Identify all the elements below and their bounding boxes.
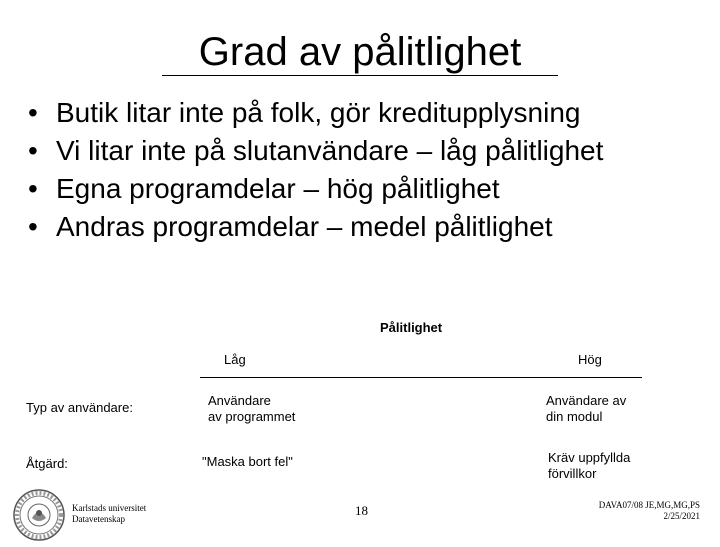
user-type-low-line2: av programmet [208, 409, 296, 424]
course-line2: 2/25/2021 [663, 511, 700, 521]
title-underline [162, 75, 558, 76]
page-number: 18 [355, 503, 368, 518]
scale-high-label: Hög [578, 352, 602, 367]
user-type-high-line1: Användare av [546, 393, 627, 408]
course-info [560, 500, 700, 522]
university-line1: Karlstads universitet [72, 503, 147, 513]
reliability-header: Pålitlighet [380, 320, 443, 335]
bullet-icon: • [28, 97, 38, 128]
user-type-label: Typ av användare: [26, 400, 133, 415]
action-high-line2: förvillkor [548, 466, 597, 481]
bullet-text: Andras programdelar – medel pålitlighet [56, 211, 553, 242]
action-high-line1: Kräv uppfyllda [548, 450, 631, 465]
university-seal-icon [12, 488, 66, 542]
bullet-text: Vi litar inte på slutanvändare – låg pålitlighet [56, 135, 604, 166]
user-type-high [546, 393, 626, 425]
user-type-low-line1: Användare [208, 393, 271, 408]
action-low: "Maska bort fel" [202, 454, 293, 469]
university-name [72, 503, 146, 525]
bullet-text: Egna programdelar – hög pålitlighet [56, 173, 500, 204]
user-type-high-line2: din modul [546, 409, 603, 424]
action-label: Åtgärd: [26, 456, 68, 471]
bullet-icon: • [28, 135, 38, 166]
university-line2: Datavetenskap [72, 514, 125, 524]
course-line1: DAVA07/08 JE,MG,MG,PS [598, 500, 700, 510]
scale-low-label: Låg [224, 352, 246, 367]
slide-title: Grad av pålitlighet [198, 30, 522, 74]
bullet-text: Butik litar inte på folk, gör kreditupplysning [56, 97, 581, 128]
bullet-icon: • [28, 211, 38, 242]
bullet-icon: • [28, 173, 38, 204]
action-high [548, 450, 630, 482]
user-type-low [208, 393, 295, 425]
scale-line [200, 377, 642, 378]
